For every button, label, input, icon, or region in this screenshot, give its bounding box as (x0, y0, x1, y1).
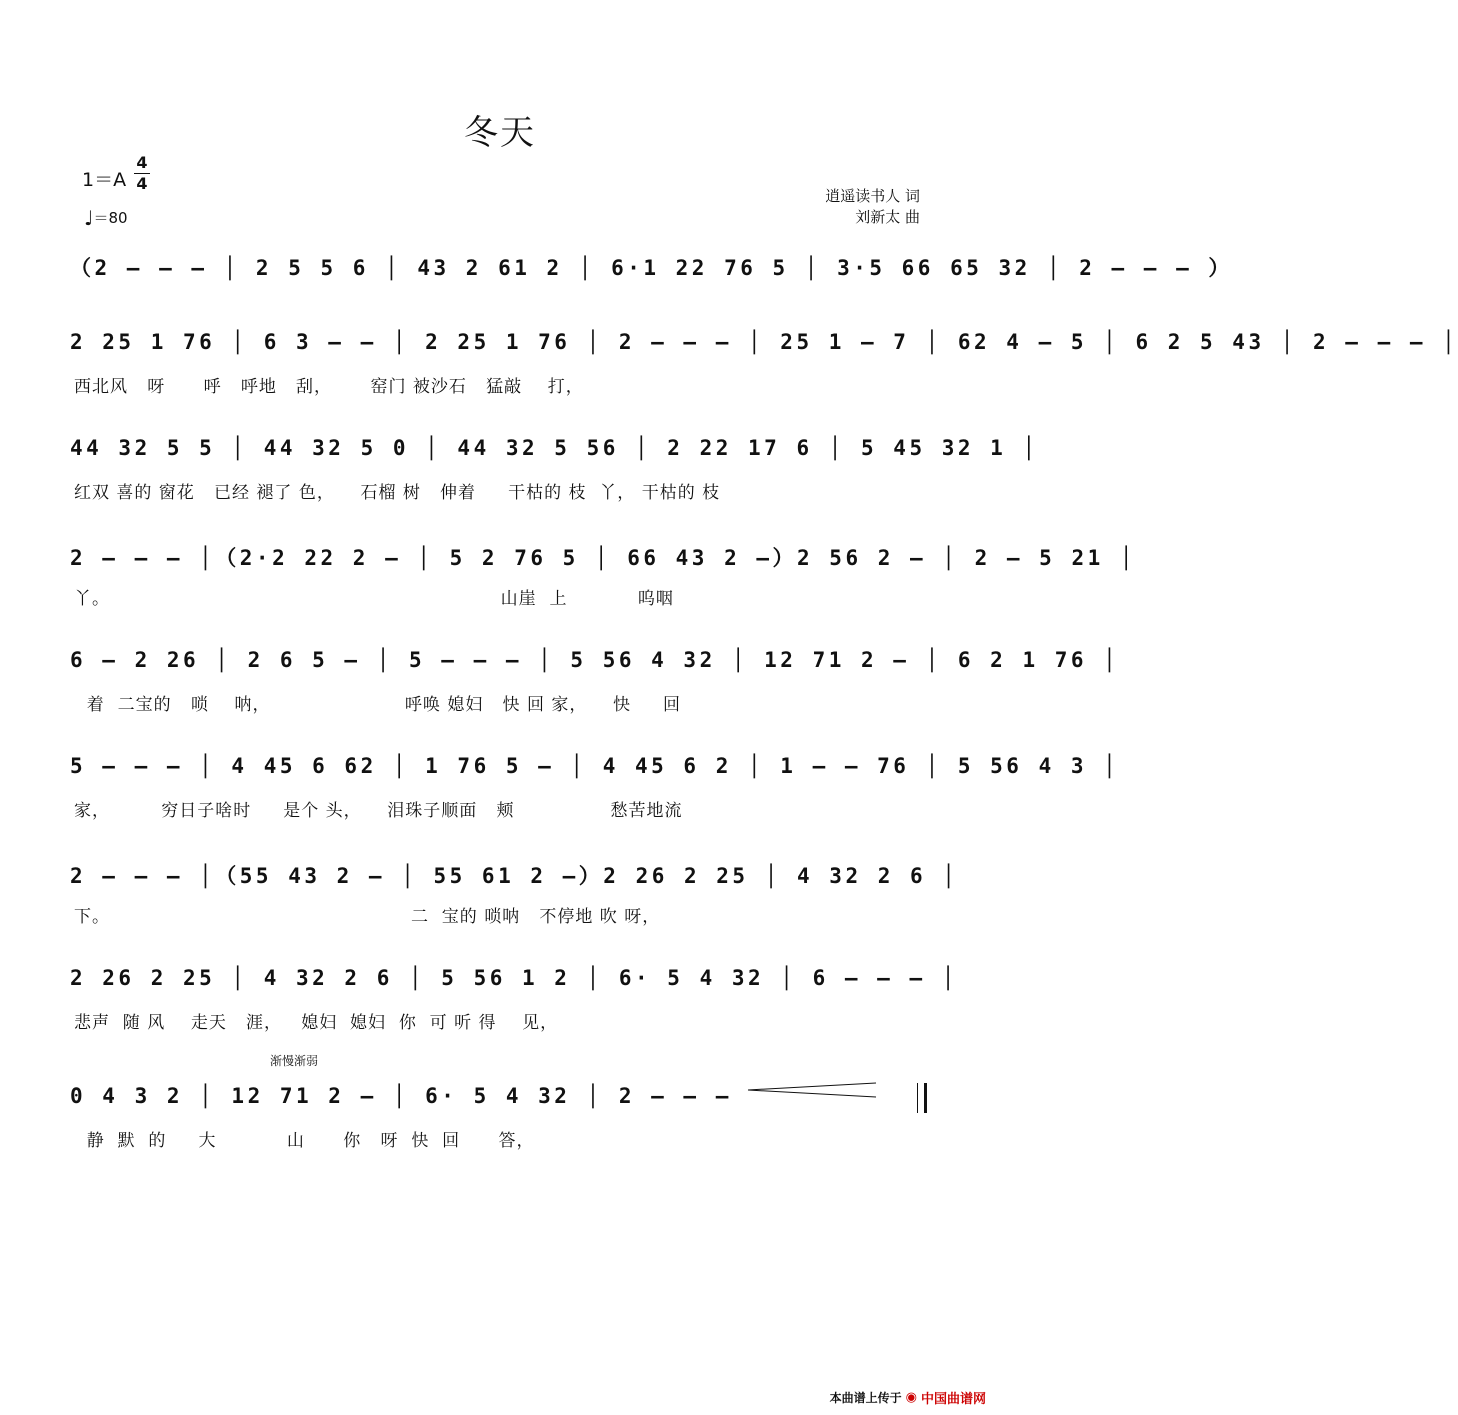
score-line-5: 6 – 2 26 │ 2 6 5 – │ 5 – – – │ 5 56 4 32 │ 12 71 2 – │ 6 2 1 76 │ (70, 648, 1120, 672)
site-footer (830, 1388, 986, 1407)
quarter-note-icon: ♩ (84, 206, 94, 230)
time-signature-top: 4 (136, 153, 148, 172)
footer-text: 本曲谱上传于 (829, 1391, 902, 1405)
footer-brand[interactable]: 中国曲谱网 (920, 1392, 986, 1407)
final-barline (917, 1083, 927, 1113)
lyric-line-4: 丫。 山崖 上 呜咽 (74, 589, 674, 609)
tempo-value: ＝80 (93, 209, 128, 227)
lyric-line-5: 着 二宝的 唢 呐， 呼唤 媳妇 快 回 家， 快 回 (74, 695, 681, 715)
tempo-indicator (84, 206, 128, 230)
tempo-marking: 渐慢渐弱 (270, 1054, 319, 1068)
decrescendo-hairpin (748, 1083, 876, 1097)
composer-credit: 刘新太 曲 (855, 208, 920, 226)
lyric-line-6: 家， 穷日子啥时 是个 头， 泪珠子顺面 颊 愁苦地流 (74, 801, 683, 821)
score-line-6: 5 – – – │ 4 45 6 62 │ 1 76 5 – │ 4 45 6 2 │ 1 – – 76 │ 5 56 4 3 │ (70, 754, 1120, 778)
lyric-line-3: 红双 喜的 窗花 已经 褪了 色， 石榴 树 伸着 干枯的 枝 丫， 干枯的 枝 (74, 483, 721, 503)
time-signature (134, 154, 150, 193)
score-line-1: （2 – – – │ 2 5 5 6 │ 43 2 61 2 │ 6·1 22 76 5 │ 3·5 66 65 32 │ 2 – – – ） (70, 256, 1233, 280)
site-logo-icon: ◉ (905, 1390, 917, 1405)
score-line-4: 2 – – – │（2·2 22 2 – │ 5 2 76 5 │ 66 43 2 –）2 56 2 – │ 2 – 5 21 │ (70, 546, 1137, 570)
lyric-line-2: 西北风 呀 呼 呼地 刮， 窑门 被沙石 猛敲 打， (74, 377, 584, 397)
lyricist-credit: 逍遥读书人 词 (825, 187, 920, 205)
key-signature: 1＝A (82, 169, 127, 191)
score-line-2: 2 25 1 76 │ 6 3 – – │ 2 25 1 76 │ 2 – – – │ 25 1 – 7 │ 62 4 – 5 │ 6 2 5 43 │ 2 – – – │ (70, 330, 1458, 354)
score-line-3: 44 32 5 5 │ 44 32 5 0 │ 44 32 5 56 │ 2 22 17 6 │ 5 45 32 1 │ (70, 436, 1039, 460)
score-line-8: 2 26 2 25 │ 4 32 2 6 │ 5 56 1 2 │ 6· 5 4 32 │ 6 – – – │ (70, 966, 958, 990)
score-line-7: 2 – – – │（55 43 2 – │ 55 61 2 –）2 26 2 25 │ 4 32 2 6 │ (70, 864, 959, 888)
lyric-line-1 (74, 296, 924, 320)
lyric-line-9: 静 默 的 大 山 你 呀 快 回 答， (74, 1131, 535, 1151)
time-signature-bottom: 4 (136, 174, 148, 193)
lyric-line-8: 悲声 随 风 走天 涯， 媳妇 媳妇 你 可 听 得 见， (74, 1013, 559, 1033)
lyric-line-7: 下。 二 宝的 唢呐 不停地 吹 呀， (74, 907, 661, 927)
song-title: 冬天 (464, 113, 536, 153)
credits (825, 186, 920, 228)
score-line-9: 0 4 3 2 │ 12 71 2 – │ 6· 5 4 32 │ 2 – – – (70, 1084, 732, 1108)
